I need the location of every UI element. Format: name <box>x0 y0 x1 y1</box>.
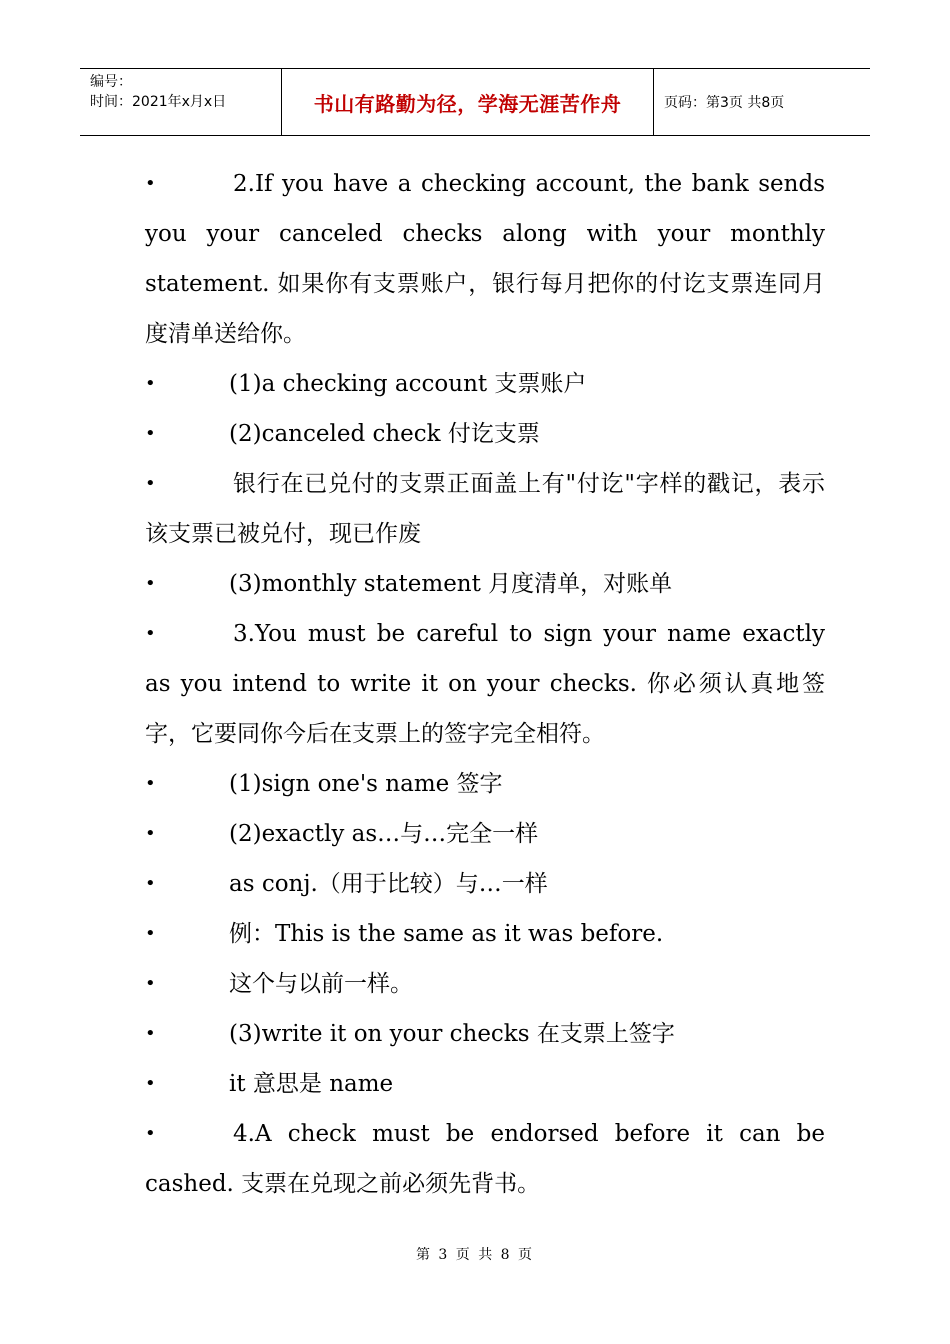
list-item <box>145 959 825 1009</box>
list-item-text: it 意思是 name <box>229 1071 394 1097</box>
list-item-text: (3)write it on your checks 在支票上签字 <box>229 1021 675 1047</box>
bullet: • <box>145 1023 156 1044</box>
list-item <box>145 1059 825 1109</box>
bullet: • <box>145 873 156 894</box>
list-item <box>145 409 825 459</box>
header-number-label: 编号： <box>90 74 132 90</box>
list-item-text: 银行在已兑付的支票正面盖上有"付讫"字样的戳记，表示该支票已被兑付，现已作废 <box>145 471 825 547</box>
header-motto: 书山有路勤为径，学海无涯苦作舟 <box>282 69 654 135</box>
list-item-text: (2)exactly as…与…完全一样 <box>229 821 539 847</box>
bullet: • <box>145 373 156 394</box>
bullet: • <box>145 923 156 944</box>
list-item <box>145 859 825 909</box>
document-body <box>145 159 825 1209</box>
list-item-text: 这个与以前一样。 <box>229 971 413 997</box>
bullet: • <box>145 573 156 594</box>
bullet: • <box>145 623 156 644</box>
list-item <box>145 459 825 559</box>
bullet: • <box>145 173 156 194</box>
list-item-text: (3)monthly statement 月度清单，对账单 <box>229 571 673 597</box>
list-item <box>145 809 825 859</box>
list-item-text: 3.You must be careful to sign your name exactly as you intend to write it on your checks. 你必须认真地签字，它要同你今后在支票上的签字完全相符。 <box>145 621 825 747</box>
header-time-label: 时间：2021年x月x日 <box>90 94 227 110</box>
list-item <box>145 1109 825 1209</box>
list-item-text: (2)canceled check 付讫支票 <box>229 421 540 447</box>
list-item <box>145 359 825 409</box>
bullet: • <box>145 1073 156 1094</box>
list-item <box>145 609 825 759</box>
list-item-text: 4.A check must be endorsed before it can be cashed. 支票在兑现之前必须先背书。 <box>145 1121 825 1197</box>
header-meta <box>80 69 282 135</box>
list-item-text: as conj.（用于比较）与…一样 <box>229 871 548 897</box>
bullet: • <box>145 473 156 494</box>
list-item-text: 例：This is the same as it was before. <box>229 921 664 947</box>
list-item-text: (1)sign one's name 签字 <box>229 771 503 797</box>
bullet: • <box>145 423 156 444</box>
header-page-info: 页码：第3页 共8页 <box>664 95 785 111</box>
bullet: • <box>145 823 156 844</box>
list-item-text: (1)a checking account 支票账户 <box>229 371 587 397</box>
list-item <box>145 909 825 959</box>
list-item <box>145 559 825 609</box>
list-item <box>145 759 825 809</box>
page-footer: 第 3 页 共 8 页 <box>415 1247 535 1263</box>
bullet: • <box>145 773 156 794</box>
bullet: • <box>145 973 156 994</box>
page-header <box>80 68 870 136</box>
bullet: • <box>145 1123 156 1144</box>
list-item-text: 2.If you have a checking account, the bank sends you your canceled checks along with your monthly statement. 如果你有支票账户，银行每月把你的付讫支票连同月度清单送给你。 <box>145 171 825 347</box>
list-item <box>145 159 825 359</box>
list-item <box>145 1009 825 1059</box>
